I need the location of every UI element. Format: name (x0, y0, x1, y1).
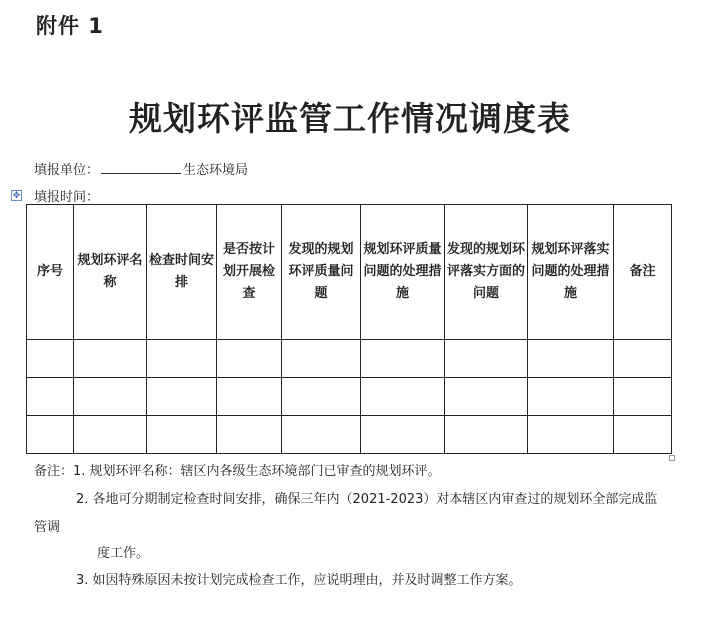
fill-unit-label: 填报单位： (34, 163, 100, 178)
note-line-2: 2. 各地可分期制定检查时间安排，确保三年内（2021-2023）对本辖区内审查过的规划环全部完成监 (76, 492, 658, 507)
table-cell[interactable] (528, 340, 614, 378)
table-cell[interactable] (614, 340, 672, 378)
table-cell[interactable] (147, 378, 217, 416)
table-cell[interactable] (445, 416, 528, 454)
table-cell[interactable] (614, 378, 672, 416)
header-cell: 规划环评落实问题的处理措施 (528, 205, 614, 340)
table-row (27, 340, 672, 378)
table-move-handle-icon[interactable]: ✥ (12, 191, 21, 201)
table-cell[interactable] (27, 416, 74, 454)
table-cell[interactable] (27, 378, 74, 416)
header-cell: 是否按计划开展检查 (217, 205, 282, 340)
table-resize-handle[interactable] (669, 455, 675, 461)
header-cell: 发现的规划环评质量问题 (282, 205, 361, 340)
table-cell[interactable] (528, 378, 614, 416)
table-cell[interactable] (74, 340, 147, 378)
table-cell[interactable] (74, 378, 147, 416)
table-cell[interactable] (445, 378, 528, 416)
table-cell[interactable] (147, 416, 217, 454)
table-cell[interactable] (445, 340, 528, 378)
table-cell[interactable] (74, 416, 147, 454)
fill-time-label: 填报时间： (34, 190, 100, 205)
note-line-2-cont: 管调 (34, 520, 61, 535)
note-line-1: 备注：1. 规划环评名称：辖区内各级生态环境部门已审查的规划环评。 (34, 464, 441, 479)
header-cell: 检查时间安排 (147, 205, 217, 340)
header-cell: 备注 (614, 205, 672, 340)
attachment-label: 附件 1 (36, 14, 104, 38)
note-line-3: 3. 如因特殊原因未按计划完成检查工作，应说明理由，并及时调整工作方案。 (76, 573, 522, 588)
header-cell: 规划环评质量问题的处理措施 (361, 205, 445, 340)
table-cell[interactable] (528, 416, 614, 454)
table-cell[interactable] (217, 340, 282, 378)
note-line-2-tail: 度工作。 (97, 546, 150, 561)
table-cell[interactable] (282, 416, 361, 454)
table-row (27, 416, 672, 454)
table-cell[interactable] (217, 378, 282, 416)
fill-unit-value: 生态环境局 (183, 163, 249, 178)
table-row (27, 378, 672, 416)
fill-unit-blank[interactable] (101, 162, 181, 174)
header-cell: 发现的规划环评落实方面的问题 (445, 205, 528, 340)
dispatch-table (26, 204, 672, 454)
fill-time-line (34, 186, 99, 205)
table-header-row (27, 205, 672, 340)
table-cell[interactable] (361, 340, 445, 378)
table-cell[interactable] (361, 378, 445, 416)
table-cell[interactable] (27, 340, 74, 378)
table-cell[interactable] (282, 378, 361, 416)
fill-unit-line (34, 159, 248, 178)
header-cell: 序号 (27, 205, 74, 340)
table-cell[interactable] (361, 416, 445, 454)
table-cell[interactable] (147, 340, 217, 378)
header-cell: 规划环评名称 (74, 205, 147, 340)
table-cell[interactable] (614, 416, 672, 454)
table-cell[interactable] (282, 340, 361, 378)
page-title: 规划环评监管工作情况调度表 (129, 99, 571, 138)
table-cell[interactable] (217, 416, 282, 454)
